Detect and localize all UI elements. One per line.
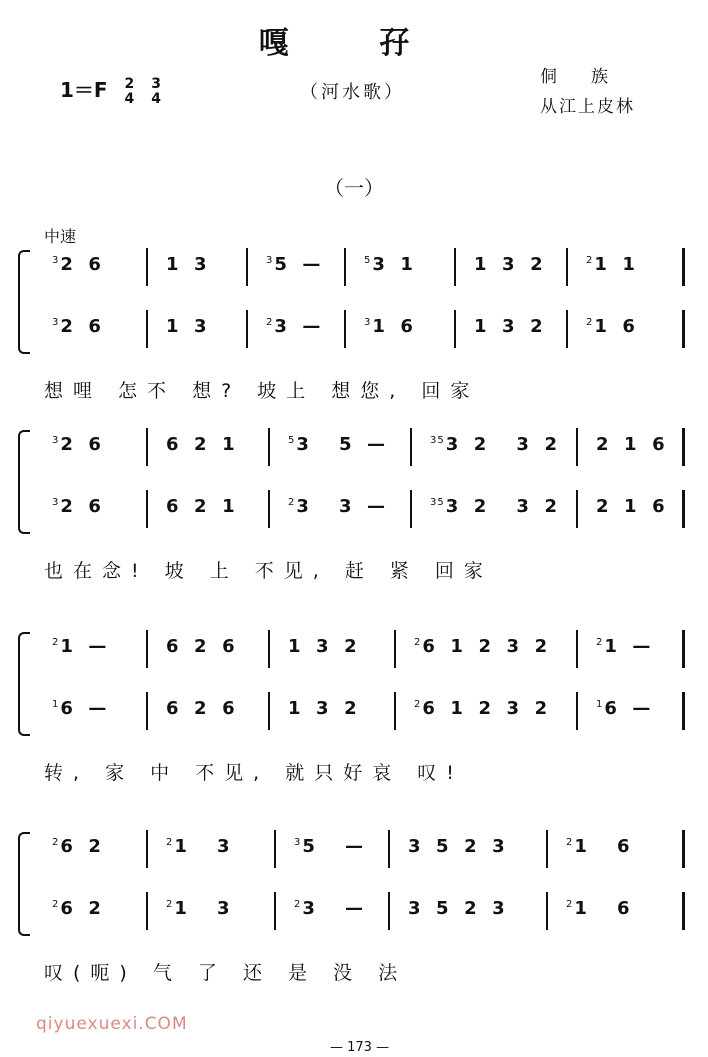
measure-notes [586,316,636,337]
measure-notes [294,836,364,857]
note-digits: 6 2 6 [166,636,236,657]
barline [268,692,270,730]
note-digits: 3 2 3 2 [445,496,558,517]
note-digits: 1 3 [166,254,208,275]
grace-note: 2 [414,637,422,648]
measure-notes [474,316,544,337]
song-title: 嘎 孖 [258,26,450,61]
measure-notes [52,496,102,517]
note-digits: 6 2 1 [166,496,236,517]
measure-notes [166,254,208,275]
note-digits: 6 1 2 3 2 [422,698,549,719]
lyrics-line: 想哩 怎不 想? 坡上 想您, 回家 [44,380,480,402]
measure-notes [430,496,558,517]
upper-voice [18,630,698,670]
barline [146,428,148,466]
grace-note: 2 [414,699,422,710]
barline [146,830,148,868]
measure-notes [414,698,548,719]
barline [146,310,148,348]
note-digits: 3 5 — [296,434,387,455]
barline [268,630,270,668]
measure-notes [166,898,231,919]
key-label: 1＝F [60,78,108,102]
note-digits: 1 6 [594,316,636,337]
grace-note: 2 [596,637,604,648]
measure-notes [408,836,506,857]
barline [576,630,578,668]
grace-note: 5 [288,435,296,446]
barline [274,830,276,868]
grace-note: 1 [52,699,60,710]
grace-note: 3 [52,317,60,328]
note-digits: 1 3 [166,316,208,337]
measure-notes [166,496,236,517]
note-digits: 1 6 [372,316,414,337]
grace-note: 3 [52,497,60,508]
note-digits: 1 3 [174,898,231,919]
watermark: qiyuexuexi.COM [36,1014,188,1034]
grace-note: 2 [586,317,594,328]
grace-note: 3 [294,837,302,848]
note-digits: 1 3 2 [288,698,358,719]
grace-note: 3 [52,435,60,446]
note-digits: 2 1 6 [596,434,666,455]
measure-notes [52,698,107,719]
measure-notes [288,496,386,517]
measure-notes [566,898,631,919]
grace-note: 3 [266,255,274,266]
barline [566,248,568,286]
measure-notes [52,434,102,455]
note-digits: 2 1 6 [596,496,666,517]
note-digits: 5 — [274,254,322,275]
note-digits: 1 3 2 [474,316,544,337]
upper-voice [18,830,698,870]
barline [546,892,548,930]
barline [682,248,685,286]
barline [454,248,456,286]
note-digits: 3 5 2 3 [408,836,506,857]
lower-voice [18,310,698,350]
upper-voice [18,248,698,288]
measure-notes [288,636,358,657]
time-signature-1: 2 4 [124,75,135,107]
grace-note: 2 [566,837,574,848]
measure-notes [288,434,386,455]
note-digits: 3 5 2 3 [408,898,506,919]
score-system [18,248,698,402]
grace-note: 1 [596,699,604,710]
barline [246,310,248,348]
barline [682,310,685,348]
barline [146,630,148,668]
measure-notes [596,434,666,455]
note-digits: 2 6 [60,254,102,275]
barline [576,692,578,730]
key-signature [60,74,161,107]
barline [344,310,346,348]
note-digits: 6 2 1 [166,434,236,455]
note-digits: 1 — [604,636,652,657]
measure-notes [288,698,358,719]
note-digits: 6 — [60,698,108,719]
measure-notes [596,698,651,719]
measure-notes [596,496,666,517]
note-digits: 6 2 [60,836,102,857]
barline [410,490,412,528]
measure-notes [294,898,364,919]
measure-notes [408,898,506,919]
note-digits: 1 6 [574,836,631,857]
ethnic-group: 侗族 [540,67,642,87]
measure-notes [414,636,548,657]
measure-notes [474,254,544,275]
barline [566,310,568,348]
grace-note: 2 [52,637,60,648]
lyrics-line: 转, 家 中 不见, 就只好哀 叹! [44,762,464,784]
measure-notes [566,836,631,857]
score-system [18,630,698,784]
barline [576,428,578,466]
lower-voice [18,892,698,932]
barline [268,490,270,528]
grace-note: 2 [566,899,574,910]
note-digits: 3 1 [372,254,414,275]
upper-voice [18,428,698,468]
measure-notes [586,254,636,275]
grace-note: 2 [294,899,302,910]
tempo-marking: 中速 [44,227,77,246]
measure-notes [596,636,651,657]
section-label: （一） [324,176,384,200]
barline [388,830,390,868]
note-digits: 2 6 [60,316,102,337]
note-digits: 3 — [302,898,364,919]
measure-notes [430,434,558,455]
barline [394,692,396,730]
note-digits: 5 — [302,836,364,857]
grace-note: 2 [166,899,174,910]
score-system [18,428,698,582]
note-digits: 3 2 3 2 [445,434,558,455]
barline [268,428,270,466]
measure-notes [52,316,102,337]
note-digits: 1 3 2 [288,636,358,657]
measure-notes [166,636,236,657]
barline [576,490,578,528]
measure-notes [166,836,231,857]
barline [146,248,148,286]
grace-note: 3 [364,317,372,328]
grace-note: 2 [52,837,60,848]
barline [246,248,248,286]
note-digits: 6 — [604,698,652,719]
grace-note: 2 [166,837,174,848]
barline [682,490,685,528]
note-digits: 1 3 2 [474,254,544,275]
measure-notes [364,254,414,275]
lyrics-line: 也在念! 坡 上 不见, 赶 紧 回家 [44,560,493,582]
barline [546,830,548,868]
grace-note: 2 [288,497,296,508]
lower-voice [18,692,698,732]
barline [682,692,685,730]
barline [682,892,685,930]
grace-note: 2 [266,317,274,328]
grace-note: 2 [586,255,594,266]
barline [344,248,346,286]
subtitle: （河水歌） [300,82,405,103]
grace-note: 3 [52,255,60,266]
measure-notes [364,316,414,337]
lower-voice [18,490,698,530]
grace-note: 5 [364,255,372,266]
note-digits: 6 1 2 3 2 [422,636,549,657]
measure-notes [52,836,102,857]
note-digits: 3 3 — [296,496,387,517]
measure-notes [52,254,102,275]
grace-note: 35 [430,497,445,508]
grace-note: 35 [430,435,445,446]
barline [682,428,685,466]
measure-notes [266,254,321,275]
note-digits: 1 6 [574,898,631,919]
grace-note: 2 [52,899,60,910]
measure-notes [166,316,208,337]
note-digits: 6 2 6 [166,698,236,719]
barline [454,310,456,348]
note-digits: 2 6 [60,496,102,517]
measure-notes [52,898,102,919]
barline [410,428,412,466]
score-system [18,830,698,984]
barline [682,830,685,868]
measure-notes [166,698,236,719]
note-digits: 3 — [274,316,322,337]
measure-notes [52,636,107,657]
barline [274,892,276,930]
measure-notes [266,316,321,337]
measure-notes [166,434,236,455]
source-location: 从江上皮林 [540,97,635,117]
note-digits: 2 6 [60,434,102,455]
barline [146,490,148,528]
note-digits: 6 2 [60,898,102,919]
note-digits: 1 1 [594,254,636,275]
note-digits: 1 3 [174,836,231,857]
barline [394,630,396,668]
barline [146,692,148,730]
barline [146,892,148,930]
lyrics-line: 叹(呃) 气 了 还 是 没 法 [44,962,408,984]
barline [388,892,390,930]
page-number: — 173 — [330,1040,390,1055]
note-digits: 1 — [60,636,108,657]
barline [682,630,685,668]
time-signature-2: 3 4 [151,75,162,107]
